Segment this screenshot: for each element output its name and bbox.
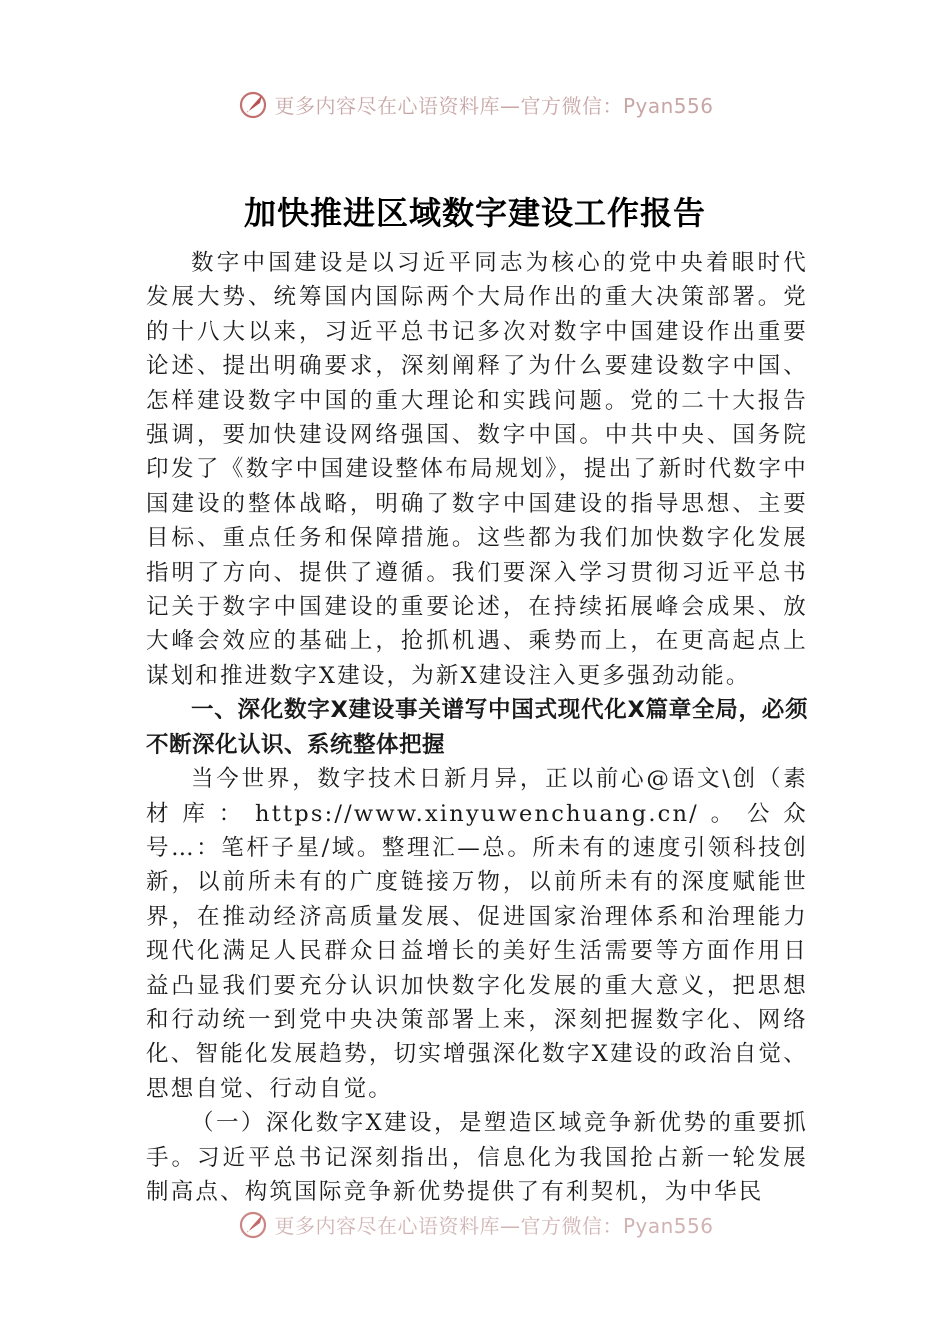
watermark-footer bbox=[0, 1204, 950, 1244]
quill-pen-icon bbox=[236, 87, 270, 121]
paragraph-intro: 数字中国建设是以习近平同志为核心的党中央着眼时代发展大势、统筹国内国际两个大局作出的重大决策部署。党的十八大以来，习近平总书记多次对数字中国建设作出重要论述、提出明确要求，深刻阐释了为什么要建设数字中国、怎样建设数字中国的重大理论和实践问题。党的二十大报告强调，要加快建设网络强国、数字中国。中共中央、国务院印发了《数字中国建设整体布局规划》，提出了新时代数字中国建设的整体战略，明确了数字中国建设的指导思想、主要目标、重点任务和保障措施。这些都为我们加快数字化发展指明了方向、提供了遵循。我们要深入学习贯彻习近平总书记关于数字中国建设的重要论述，在持续拓展峰会成果、放大峰会效应的基础上，抢抓机遇、乘势而上，在更高起点上谋划和推进数字X建设，为新X建设注入更多强劲动能。 bbox=[146, 250, 808, 689]
document-title: 加快推进区域数字建设工作报告 bbox=[243, 194, 706, 232]
quill-pen-icon bbox=[236, 1207, 270, 1241]
document-body bbox=[146, 246, 808, 1214]
paragraph-subsection-1: （一）深化数字X建设，是塑造区域竞争新优势的重要抓手。习近平总书记深刻指出，信息化为我国抢占新一轮发展制高点、构筑国际竞争新优势提供了有利契机，为中华民 bbox=[146, 1110, 808, 1205]
watermark-text: 更多内容尽在心语资料库—官方微信：Pyan556 bbox=[274, 93, 714, 118]
watermark-header bbox=[0, 84, 950, 124]
section-heading-1: 一、深化数字X建设事关谱写中国式现代化X篇章全局，必须不断深化认识、系统整体把握 bbox=[146, 697, 808, 758]
watermark-text: 更多内容尽在心语资料库—官方微信：Pyan556 bbox=[274, 1213, 714, 1238]
paragraph-section-1: 当今世界，数字技术日新月异，正以前心@语文\创（素材库：https://www.xinyuwenchuang.cn/。公众号…：笔杆子星/域。整理汇—总。所未有的速度引领科技创新，以前所未有的广度链接万物，以前所未有的深度赋能世界，在推动经济高质量发展、促进国家治理体系和治理能力现代化满足人民群众日益增长的美好生活需要等方面作用日益凸显我们要充分认识加快数字化发展的重大意义，把思想和行动统一到党中央决策部署上来，深刻把握数字化、网络化、智能化发展趋势，切实增强深化数字X建设的政治自觉、思想自觉、行动自觉。 bbox=[146, 766, 808, 1102]
